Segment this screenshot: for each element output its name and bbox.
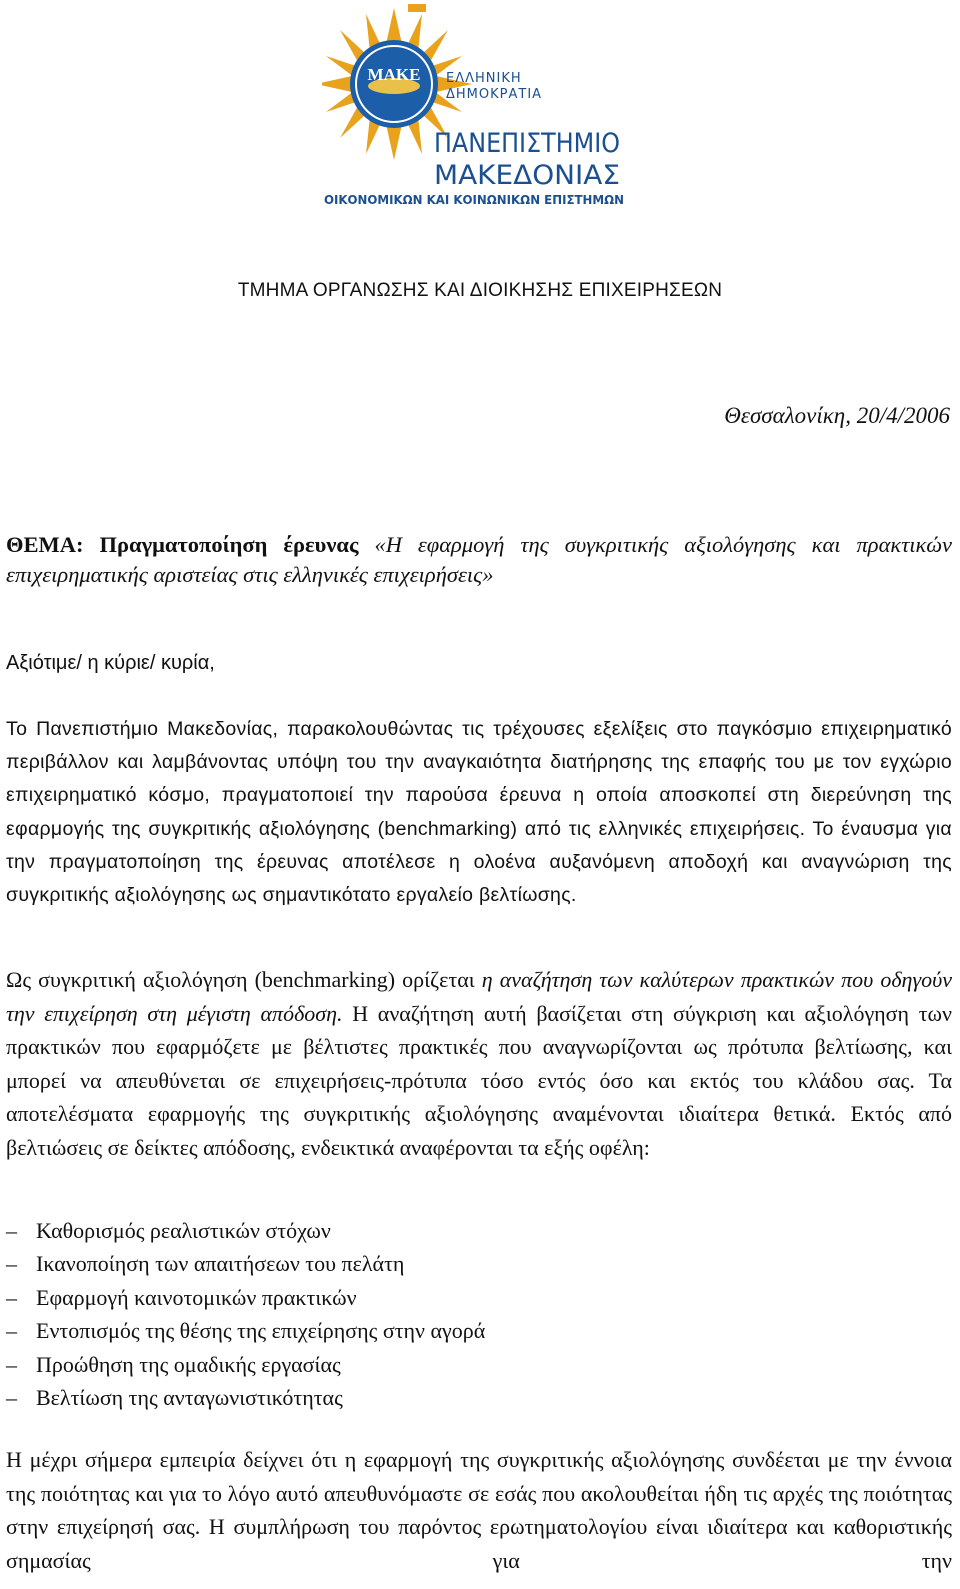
- paragraph-quality: Η μέχρι σήμερα εμπειρία δείχνει ότι η εφαρμογή της συγκριτικής αξιολόγησης συνδέεται με την έννοια της ποιότητας και για το λόγο αυτό απευθυνόμαστε σε εσάς που ακολουθείται ήδη τις αρχές της ποιότητας στην επιχείρησή σας. Η συμπλήρωση του παρόντος ερωτηματολογίου είναι ιδιαίτερα και καθοριστικής σημασίας για την: [6, 1447, 952, 1573]
- list-item-text: Καθορισμός ρεαλιστικών στόχων: [36, 1218, 331, 1243]
- subject-title: «Η εφαρμογή της συγκριτικής αξιολόγησης και πρακτικών επιχειρηματικής αριστείας στις ελληνικές επιχειρήσεις»: [6, 532, 952, 587]
- list-item-text: Ικανοποίηση των απαιτήσεων του πελάτη: [36, 1251, 405, 1277]
- letter-date: Θεσσαλονίκη, 20/4/2006: [724, 403, 950, 428]
- paragraph-intro: Το Πανεπιστήμιο Μακεδονίας, παρακολουθώντας τις τρέχουσες εξελίξεις στο παγκόσμιο επιχειρηματικό περιβάλλον και λαμβάνοντας υπόψη του την αναγκαιότητα διατήρησης της επαφής του με τον εγχώριο επιχειρηματικό κόσμο, πραγματοποιεί την παρούσα έρευνα η οποία αποσκοπεί στη διερεύνηση της εφαρμογής της συγκριτικής αξιολόγησης (benchmarking) από τις ελληνικές επιχειρήσεις. Το έναυσμα για την πραγματοποίηση της έρευνας αποτέλεσε η ολοένα αυξανόμενη αποδοχή και αναγνώριση της συγκριτικής αξιολόγησης ως σημαντικότατο εργαλείο βελτίωσης.: [6, 718, 952, 907]
- list-item-text: Βελτίωση της ανταγωνιστικότητας: [36, 1384, 343, 1410]
- benefits-list: [6, 1214, 485, 1414]
- list-dash: –: [6, 1384, 17, 1410]
- sun-seal-emblem: [322, 4, 632, 252]
- university-logo: [322, 4, 632, 252]
- subject-line: [6, 530, 952, 590]
- list-item-text: Προώθηση της ομαδικής εργασίας: [36, 1351, 341, 1377]
- logo-line2: ΔΗΜΟΚΡΑΤΙΑ: [446, 87, 543, 102]
- list-dash: –: [6, 1284, 17, 1310]
- list-item: [6, 1381, 485, 1414]
- logo-name2: ΜΑΚΕΔΟΝΙΑΣ: [434, 160, 620, 191]
- paragraph-definition: [6, 963, 952, 1165]
- department-heading: ΤΜΗΜΑ ΟΡΓΑΝΩΣΗΣ ΚΑΙ ΔΙΟΙΚΗΣΗΣ ΕΠΙΧΕΙΡΗΣΕΩΝ: [237, 280, 723, 301]
- list-dash: –: [6, 1218, 17, 1243]
- list-item: [6, 1348, 485, 1381]
- seal-letters: ΜΑΚΕ: [367, 65, 421, 84]
- paragraph-definition-rest: Η αναζήτηση αυτή βασίζεται στη σύγκριση και αξιολόγηση των πρακτικών που εφαρμόζετε με βέλτιστες πρακτικές που αναγνωρίζονται ως πρότυπα βελτίωσης, και μπορεί να απευθύνεται σε επιχειρήσεις-πρότυπα τόσο εντός όσο και εκτός του κλάδου σας. Τα αποτελέσματα εφαρμογής της συγκριτικής αξιολόγησης αναμένονται ιδιαίτερα θετικά. Εκτός από βελτιώσεις σε δείκτες απόδοσης, ενδεικτικά αναφέρονται τα εξής οφέλη:: [6, 1000, 952, 1160]
- list-dash: –: [6, 1318, 17, 1344]
- list-dash: –: [6, 1351, 17, 1377]
- list-item-text: Εντοπισμός της θέσης της επιχείρησης στην αγορά: [36, 1318, 486, 1344]
- logo-name1: ΠΑΝΕΠΙΣΤΗΜΙΟ: [434, 128, 620, 159]
- list-item: [6, 1281, 485, 1314]
- list-dash: –: [6, 1251, 17, 1277]
- paragraph-definition-start: Ως συγκριτική αξιολόγηση (benchmarking) ορίζεται: [6, 967, 482, 992]
- list-item: [6, 1314, 485, 1347]
- greeting: Αξιότιμε/ η κύριε/ κυρία,: [6, 652, 215, 674]
- list-item: [6, 1247, 485, 1280]
- list-item-text: Εφαρμογή καινοτομικών πρακτικών: [36, 1284, 357, 1310]
- logo-name3: ΟΙΚΟΝΟΜΙΚΩΝ ΚΑΙ ΚΟΙΝΩΝΙΚΩΝ ΕΠΙΣΤΗΜΩΝ: [324, 192, 624, 207]
- list-item: [6, 1214, 485, 1247]
- subject-label: ΘΕΜΑ: Πραγματοποίηση έρευνας: [6, 532, 359, 557]
- logo-line1: ΕΛΛΗΝΙΚΗ: [446, 71, 522, 86]
- definition-italic: η αναζήτηση των καλύτερων πρακτικών που οδηγούν την επιχείρηση στη μέγιστη απόδοση.: [6, 967, 952, 1026]
